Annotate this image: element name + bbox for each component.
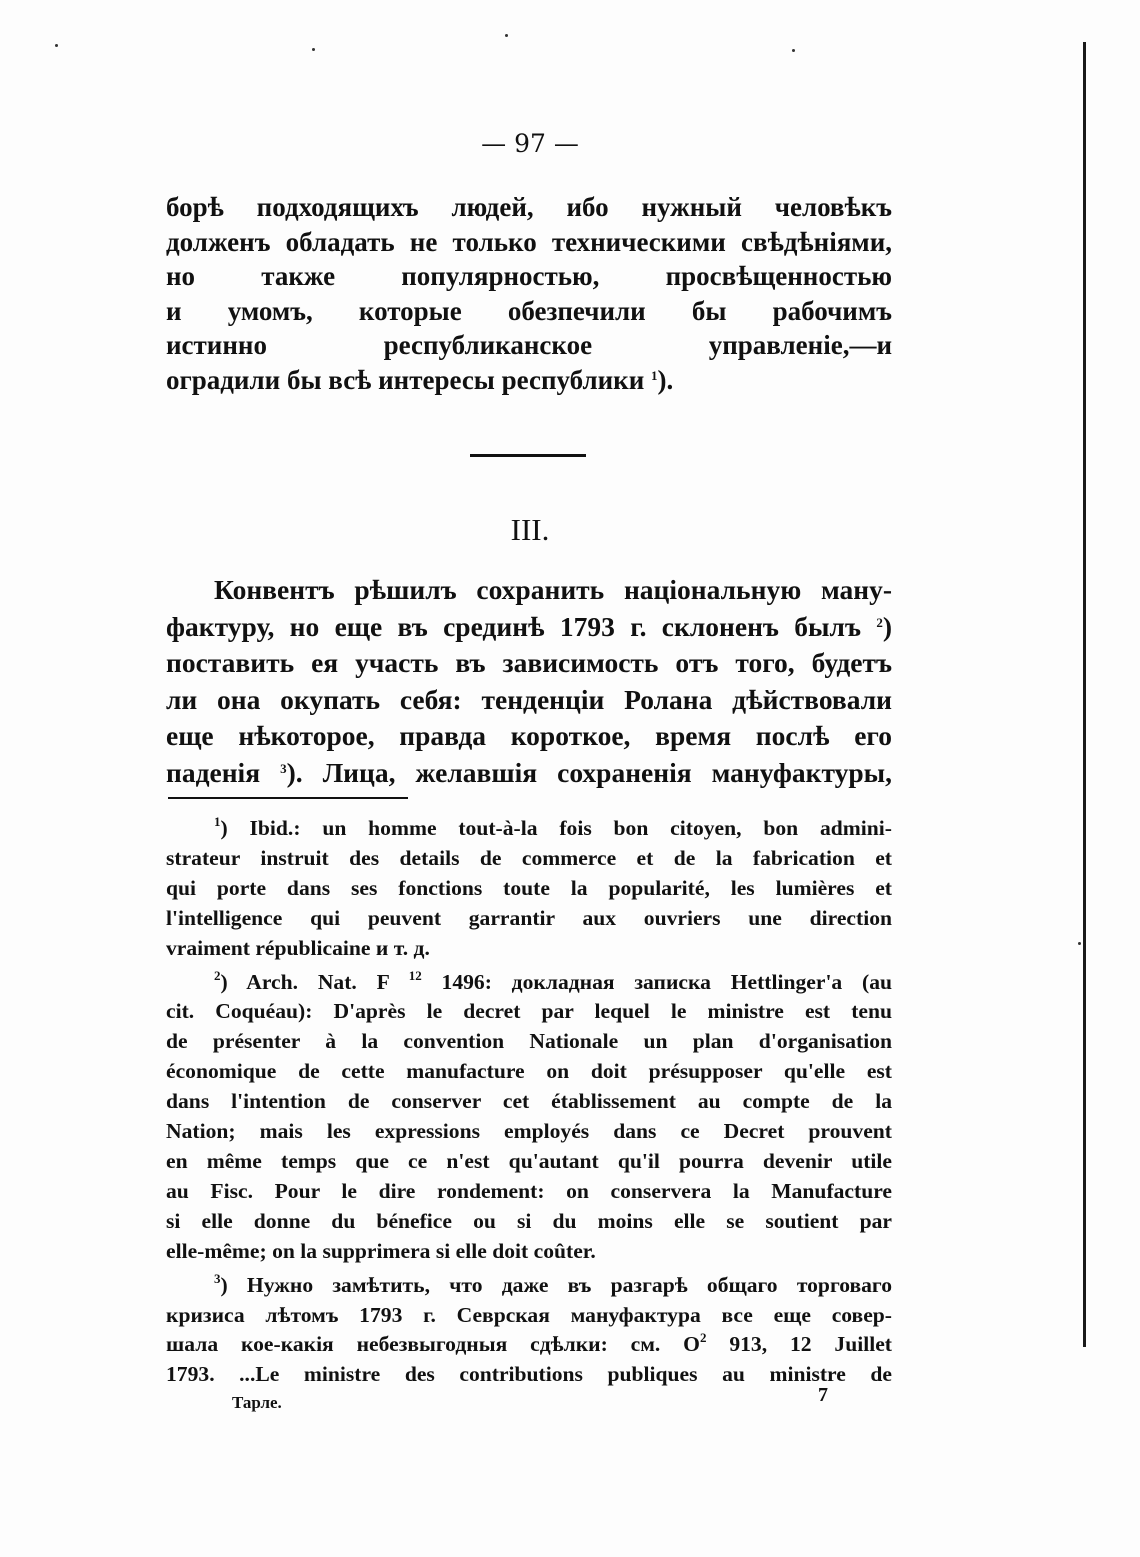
text-line bbox=[166, 1330, 892, 1360]
text-fragment: ) Нужно замѣтить, что даже въ разгарѣ общаго торговаго bbox=[220, 1272, 892, 1297]
text-line bbox=[166, 755, 892, 792]
text-line bbox=[166, 363, 892, 398]
footnote-2 bbox=[166, 968, 892, 1267]
footnote-mark: 1 bbox=[214, 814, 221, 829]
text-fragment: ) bbox=[882, 610, 892, 642]
scan-speck bbox=[1078, 942, 1081, 945]
text-line: истинно республиканское управленіе,—и bbox=[166, 330, 892, 361]
intro-paragraph bbox=[166, 190, 892, 398]
text-line: ли она окупать себя: тенденціи Ролана дѣйствовали bbox=[166, 683, 892, 715]
text-line: qui porte dans ses fonctions toute la popularité, les lumières et bbox=[166, 875, 892, 900]
text-line: Конвентъ рѣшилъ сохранить національную ману- bbox=[214, 574, 892, 605]
author-signature-mark: Тарле. bbox=[232, 1393, 282, 1412]
text-line bbox=[166, 1271, 892, 1301]
footnotes bbox=[166, 814, 892, 1394]
text-line: 1793. ...Le ministre des contributions publiques au ministre de bbox=[166, 1362, 892, 1387]
text-fragment: ) Ibid.: un homme tout-à-la fois bon citoyen, bon admini- bbox=[220, 816, 892, 840]
scan-speck bbox=[312, 48, 315, 51]
text-line: au Fisc. Pour le dire rondement: on conservera la Manufacture bbox=[166, 1178, 892, 1203]
text-fragment: паденія bbox=[166, 756, 261, 788]
text-line: vraiment républicaine и т. д. bbox=[166, 935, 430, 960]
text-line bbox=[166, 814, 892, 844]
scan-speck bbox=[55, 44, 58, 47]
text-fragment: ) Arch. Nat. F bbox=[220, 969, 389, 994]
section-paragraph bbox=[166, 572, 892, 792]
scan-edge-line bbox=[1083, 42, 1086, 1347]
text-line bbox=[166, 609, 892, 646]
text-line: strateur instruit des details de commerce et de la fabrication et bbox=[166, 845, 892, 870]
text-line: en même temps que ce n'est qu'autant qu'il pourra devenir utile bbox=[166, 1148, 892, 1173]
text-fragment: 1496: докладная записка Hettlinger'a (au bbox=[441, 969, 892, 994]
text-line: de présenter à la convention Nationale un plan d'organisation bbox=[166, 1029, 892, 1054]
scan-speck bbox=[505, 34, 508, 37]
text-line: еще нѣкоторое, правда короткое, время послѣ его bbox=[166, 720, 892, 752]
text-fragment: ). bbox=[657, 364, 674, 395]
text-line: économique de cette manufacture on doit présupposer qu'elle est bbox=[166, 1059, 892, 1084]
text-fragment: 913, 12 Juillet bbox=[729, 1332, 892, 1357]
text-line: cit. Coquéau): D'après le decret par lequel le ministre est tenu bbox=[166, 999, 892, 1024]
scan-speck bbox=[792, 49, 795, 52]
archive-series-number: 12 bbox=[408, 967, 422, 983]
text-line: долженъ обладать не только техническими свѣдѣніями, bbox=[166, 226, 892, 257]
footnote-ref: 1 bbox=[651, 367, 658, 383]
text-line: si elle donne du bénefice ou si du moins elle se soutient par bbox=[166, 1208, 892, 1233]
text-fragment: оградили бы всѣ интересы республики bbox=[166, 364, 645, 395]
footnote-rule bbox=[168, 797, 408, 799]
text-line bbox=[166, 968, 892, 998]
printer-sheet-number: 7 bbox=[818, 1384, 828, 1406]
text-line: и умомъ, которые обезпечили бы рабочимъ bbox=[166, 295, 892, 326]
footnote-mark: 3 bbox=[214, 1270, 221, 1286]
text-line: Nation; mais les expressions employés dans ce Decret prouvent bbox=[166, 1119, 892, 1144]
text-line: l'intelligence qui peuvent garrantir aux ouvriers une direction bbox=[166, 905, 892, 930]
text-line: но также популярностью, просвѣщенностью bbox=[166, 261, 892, 292]
page-number: — 97 — bbox=[481, 129, 579, 158]
footnote-ref: 3 bbox=[280, 760, 287, 776]
footnote-3 bbox=[166, 1271, 892, 1391]
text-line: кризиса лѣтомъ 1793 г. Севрская мануфактура все еще совер- bbox=[166, 1302, 892, 1327]
section-heading: III. bbox=[510, 512, 550, 547]
text-line: борѣ подходящихъ людей, ибо нужный человѣкъ bbox=[166, 192, 892, 222]
text-line: dans l'intention de conserver cet établissement au compte de la bbox=[166, 1089, 892, 1114]
footnote-1 bbox=[166, 814, 892, 964]
footnote-mark: 2 bbox=[214, 967, 221, 983]
text-line: elle-même; on la supprimera si elle doit coûter. bbox=[166, 1238, 596, 1263]
text-fragment: шала кое-какія небезвыгодныя сдѣлки: см. O bbox=[166, 1332, 700, 1357]
text-fragment: фактуру, но еще въ срединѣ 1793 г. склоненъ былъ bbox=[166, 610, 861, 642]
text-fragment: ). Лица, желавшія сохраненія мануфактуры, bbox=[286, 756, 893, 788]
footnote-ref: 2 bbox=[876, 614, 883, 630]
archive-series-number: 2 bbox=[699, 1330, 707, 1346]
text-line: поставить ея участь въ зависимость отъ того, будетъ bbox=[166, 647, 892, 679]
section-separator-rule bbox=[470, 454, 586, 457]
